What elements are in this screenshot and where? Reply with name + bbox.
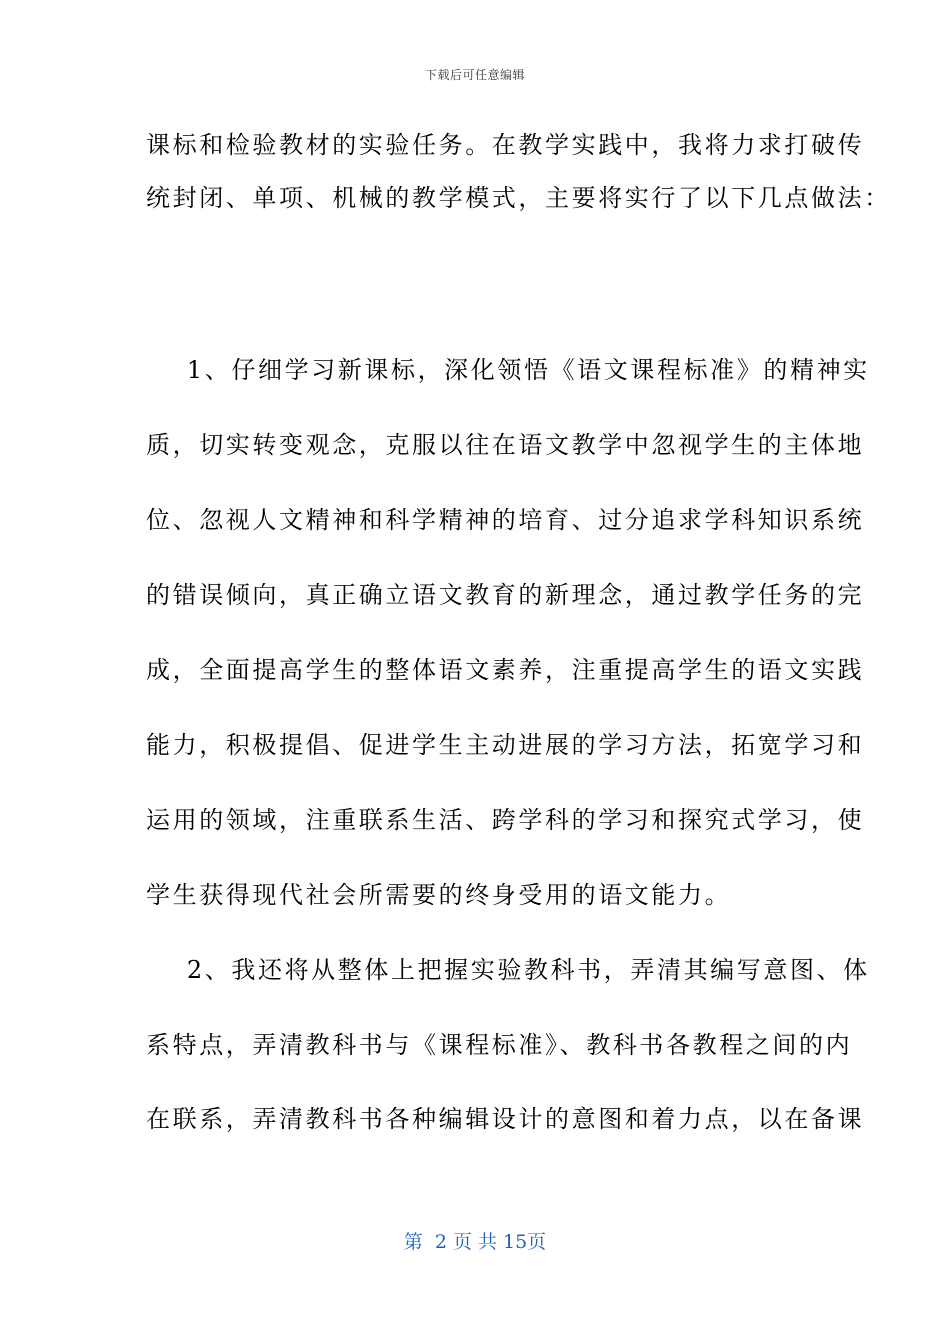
text-line: 学生获得现代社会所需要的终身受用的语文能力。 (146, 881, 732, 909)
text-line: 能力，积极提倡、促进学生主动进展的学习方法，拓宽学习和 (146, 731, 865, 759)
text-line: 2、我还将从整体上把握实验教科书，弄清其编写意图、体 (146, 956, 870, 984)
text-line: 统封闭、单项、机械的教学模式，主要将实行了以下几点做法： (146, 184, 891, 212)
text-line: 质，切实转变观念，克服以往在语文教学中忽视学生的主体地 (146, 431, 865, 459)
text-line: 的错误倾向，真正确立语文教育的新理念，通过教学任务的完 (146, 581, 865, 609)
text-line: 课标和检验教材的实验任务。在教学实践中，我将力求打破传 (146, 131, 865, 159)
text-line: 位、忽视人文精神和科学精神的培育、过分追求学科知识系统 (146, 506, 865, 534)
text-line: 在联系，弄清教科书各种编辑设计的意图和着力点，以在备课 (146, 1105, 865, 1133)
text-line: 运用的领域，注重联系生活、跨学科的学习和探究式学习，使 (146, 806, 865, 834)
page-number: 第 2 页 共 15页 (403, 1231, 547, 1253)
download-note: 下载后可任意编辑 (424, 68, 525, 82)
text-line: 1、仔细学习新课标，深化领悟《语文课程标准》的精神实 (146, 356, 870, 384)
text-line: 成，全面提高学生的整体语文素养，注重提高学生的语文实践 (146, 656, 865, 684)
text-line: 系特点，弄清教科书与《课程标准》、教科书各教程之间的内 (146, 1031, 853, 1059)
